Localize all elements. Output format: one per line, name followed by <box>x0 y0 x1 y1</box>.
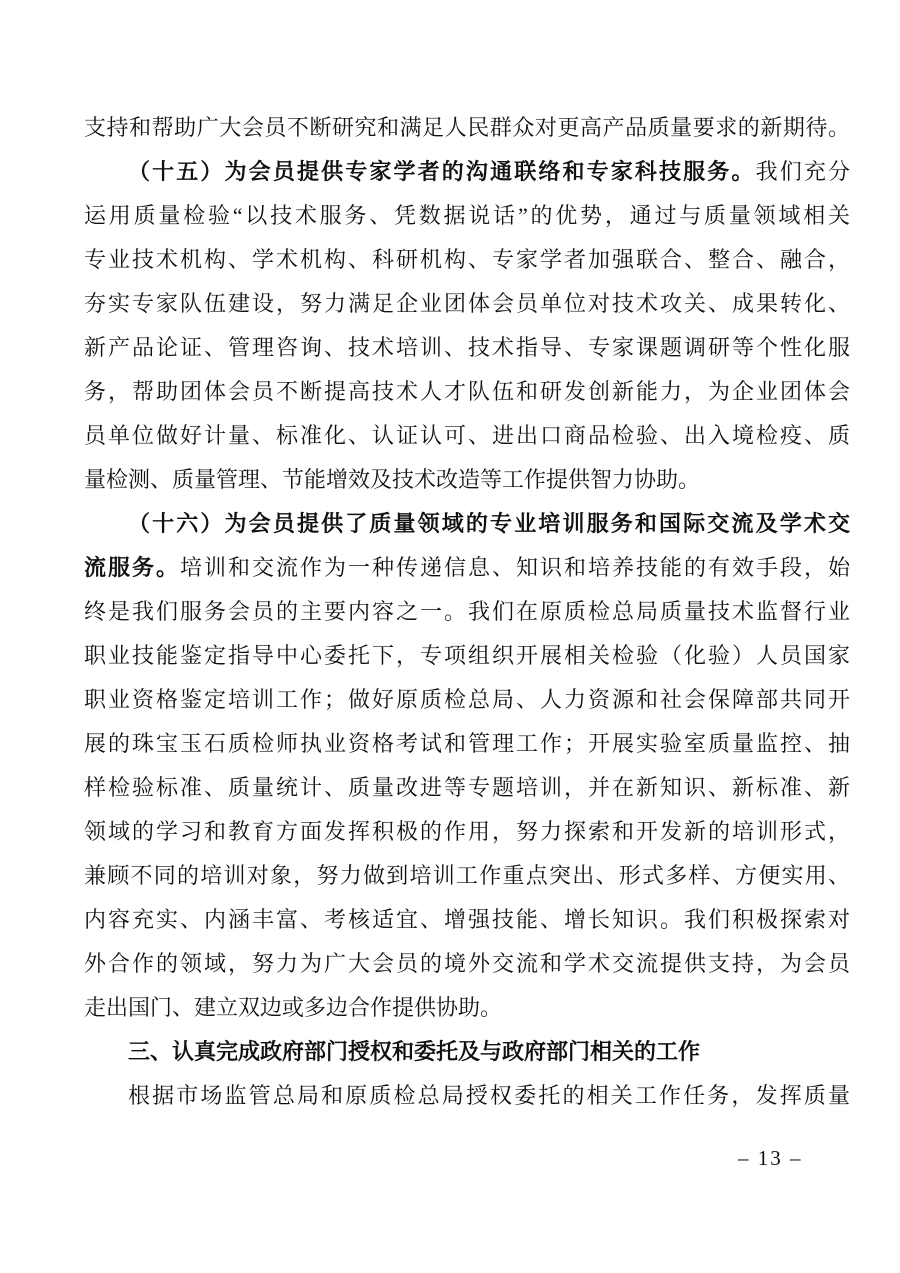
body-line <box>84 678 850 722</box>
body-text: 员单位做好计量、标准化、认证认可、进出口商品检验、出入境检疫、质 <box>84 423 850 448</box>
body-line <box>84 326 850 370</box>
body-text: 内容充实、内涵丰富、考核适宜、增强技能、增长知识。我们积极探索对 <box>84 907 850 932</box>
body-text: 专业技术机构、学术机构、科研机构、专家学者加强联合、整合、融合， <box>84 247 850 272</box>
body-text: 我们充分 <box>755 159 850 184</box>
paragraph-line <box>84 1074 850 1118</box>
paragraph-16-lead-line <box>84 502 850 546</box>
body-text: 根据市场监管总局和原质检总局授权委托的相关工作任务，发挥质量 <box>128 1083 850 1108</box>
body-text: 外合作的领域，努力为广大会员的境外交流和学术交流提供支持，为会员 <box>84 951 850 976</box>
body-line <box>84 590 850 634</box>
body-line <box>84 194 850 238</box>
body-line <box>84 370 850 414</box>
body-line <box>84 546 850 590</box>
body-text: 走出国门、建立双边或多边合作提供协助。 <box>84 995 503 1020</box>
body-text: 职业资格鉴定培训工作；做好原质检总局、人力资源和社会保障部共同开 <box>84 687 850 712</box>
body-line <box>84 766 850 810</box>
document-body <box>84 106 850 1118</box>
body-text: 兼顾不同的培训对象，努力做到培训工作重点突出、形式多样、方便实用、 <box>84 863 850 888</box>
paragraph-16-last-line <box>84 986 850 1030</box>
body-text: 量检测、质量管理、节能增效及技术改造等工作提供智力协助。 <box>84 467 701 492</box>
section-3-heading <box>84 1030 850 1074</box>
body-text: 样检验标准、质量统计、质量改进等专题培训，并在新知识、新标准、新 <box>84 775 850 800</box>
body-line <box>84 722 850 766</box>
paragraph-15-last-line <box>84 458 850 502</box>
body-text: 夯实专家队伍建设，努力满足企业团体会员单位对技术攻关、成果转化、 <box>84 291 850 316</box>
body-text: 新产品论证、管理咨询、技术培训、技术指导、专家课题调研等个性化服 <box>84 335 850 360</box>
paragraph-15-lead-line <box>84 150 850 194</box>
body-line <box>84 854 850 898</box>
paragraph-16-lead-bold: （十六）为会员提供了质量领域的专业培训服务和国际交流及学术交 <box>128 511 850 536</box>
heading-text: 三、认真完成政府部门授权和委托及与政府部门相关的工作 <box>128 1039 701 1064</box>
body-text: 支持和帮助广大会员不断研究和满足人民群众对更高产品质量要求的新期待。 <box>84 115 850 140</box>
body-line <box>84 238 850 282</box>
paragraph-15-lead-bold: （十五）为会员提供专家学者的沟通联络和专家科技服务。 <box>128 159 756 184</box>
body-text: 终是我们服务会员的主要内容之一。我们在原质检总局质量技术监督行业 <box>84 599 850 624</box>
paragraph-16-lead-bold: 流服务。 <box>84 555 180 580</box>
body-text: 领域的学习和教育方面发挥积极的作用，努力探索和开发新的培训形式， <box>84 819 850 844</box>
body-line <box>84 414 850 458</box>
body-line <box>84 942 850 986</box>
body-text: 职业技能鉴定指导中心委托下，专项组织开展相关检验（化验）人员国家 <box>84 643 850 668</box>
body-line <box>84 106 850 150</box>
body-text: 运用质量检验“以技术服务、凭数据说话”的优势，通过与质量领域相关 <box>84 203 850 228</box>
body-text: 培训和交流作为一种传递信息、知识和培养技能的有效手段，始 <box>180 555 850 580</box>
body-text: 务，帮助团体会员不断提高技术人才队伍和研发创新能力，为企业团体会 <box>84 379 850 404</box>
body-line <box>84 282 850 326</box>
body-text: 展的珠宝玉石质检师执业资格考试和管理工作；开展实验室质量监控、抽 <box>84 731 850 756</box>
page-number: – 13 – <box>738 1146 803 1170</box>
body-line <box>84 634 850 678</box>
body-line <box>84 898 850 942</box>
body-line <box>84 810 850 854</box>
